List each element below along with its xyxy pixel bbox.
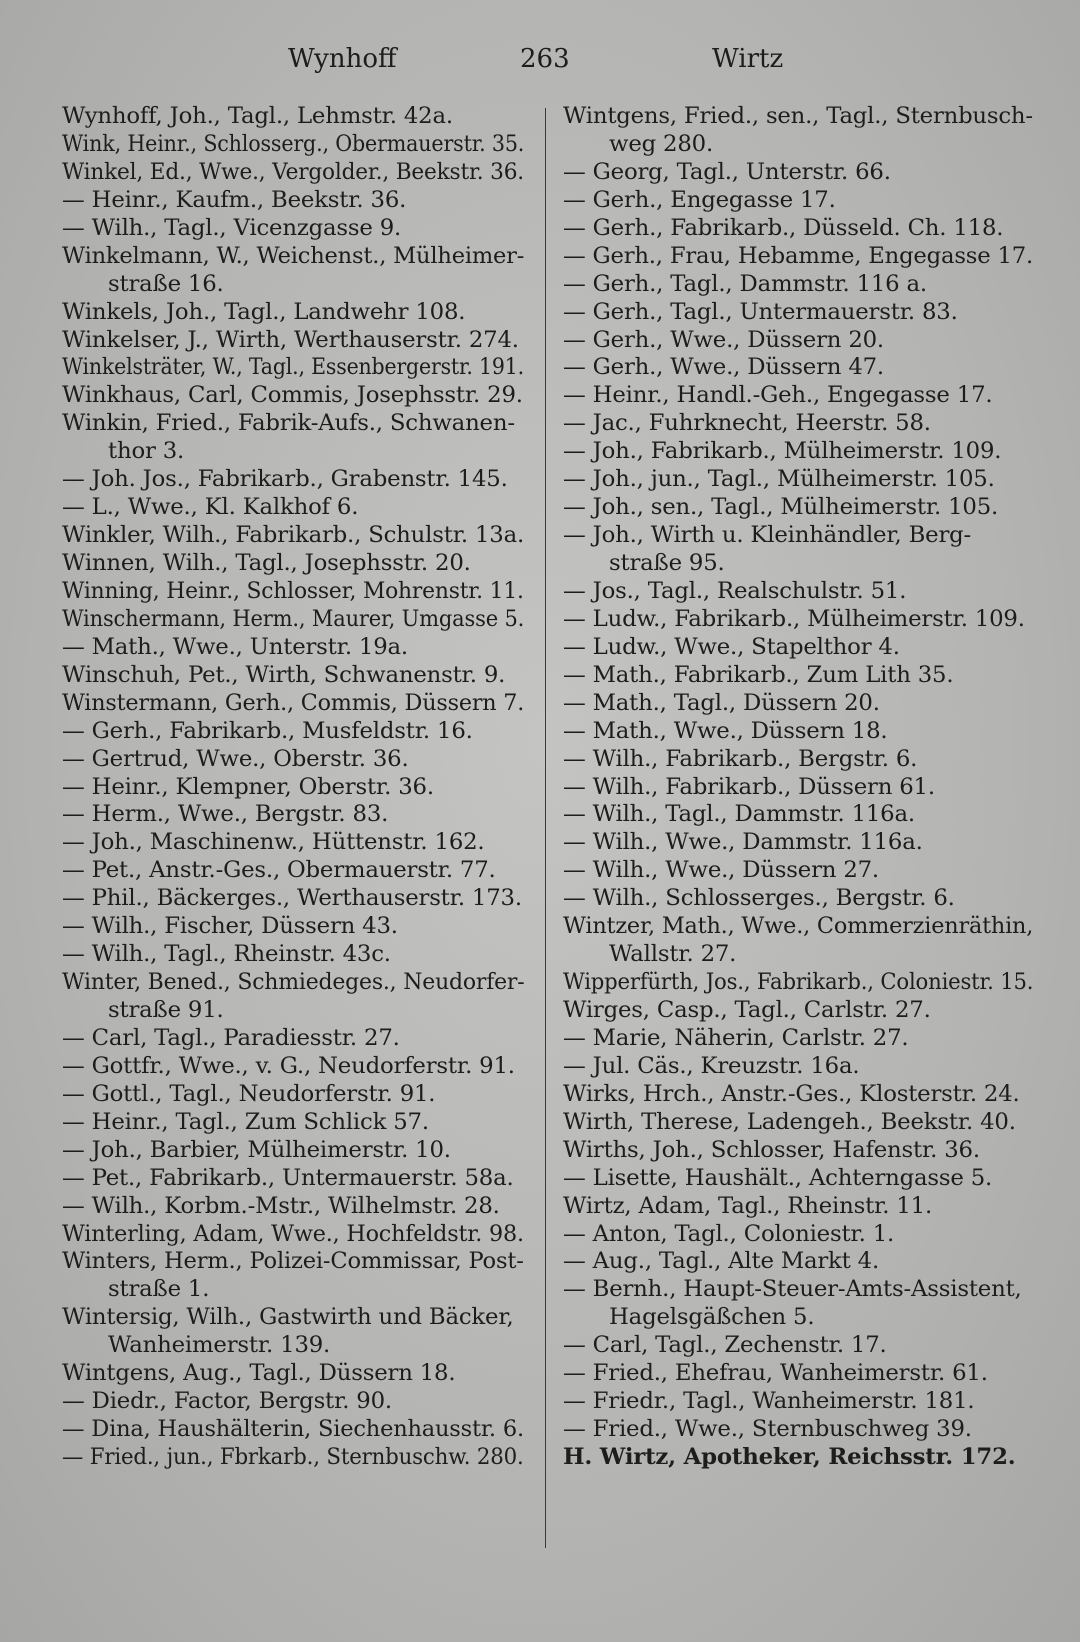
directory-entry: — Phil., Bäckerges., Werthauserstr. 173. (62, 885, 522, 912)
directory-entry: — Wilh., Tagl., Dammstr. 116a. (563, 801, 915, 828)
directory-entry: — Math., Fabrikarb., Zum Lith 35. (563, 661, 954, 688)
directory-entry: — Georg, Tagl., Unterstr. 66. (563, 158, 891, 185)
directory-entry: — Ludw., Wwe., Stapelthor 4. (563, 633, 900, 660)
directory-entry: — Heinr., Handl.-Geh., Engegasse 17. (563, 382, 993, 409)
directory-entry: — Math., Tagl., Düssern 20. (563, 689, 880, 716)
directory-entry: Winschuh, Pet., Wirth, Schwanenstr. 9. (62, 661, 506, 688)
directory-entry: — Dina, Haushälterin, Siechenhausstr. 6. (62, 1416, 524, 1443)
directory-entry: — Lisette, Haushält., Achterngasse 5. (563, 1164, 993, 1191)
directory-entry: Wirges, Casp., Tagl., Carlstr. 27. (563, 997, 931, 1023)
directory-entry: — Joh., Maschinenw., Hüttenstr. 162. (62, 829, 485, 856)
directory-entry: — Joh., sen., Tagl., Mülheimerstr. 105. (563, 494, 999, 521)
directory-entry: — Math., Wwe., Unterstr. 19a. (62, 633, 408, 660)
directory-entry: Winkler, Wilh., Fabrikarb., Schulstr. 13a. (62, 522, 525, 549)
directory-entry: Winkin, Fried., Fabrik-Aufs., Schwanen- (62, 410, 515, 437)
directory-entry: Winkelmann, W., Weichenst., Mülheimer- (62, 242, 525, 269)
directory-entry-continuation: Wallstr. 27. (609, 941, 737, 968)
directory-entry: — Wilh., Wwe., Dammstr. 116a. (563, 829, 923, 856)
directory-entry: — Jul. Cäs., Kreuzstr. 16a. (563, 1052, 860, 1079)
directory-entry: — Jos., Tagl., Realschulstr. 51. (563, 577, 907, 604)
directory-entry: Winstermann, Gerh., Commis, Düssern 7. (62, 689, 525, 716)
directory-entry: — Diedr., Factor, Bergstr. 90. (62, 1388, 392, 1415)
directory-entry: Wirths, Joh., Schlosser, Hafenstr. 36. (563, 1136, 980, 1163)
directory-entry: Wynhoff, Joh., Tagl., Lehmstr. 42a. (62, 103, 453, 129)
directory-entry: — Gerh., Frau, Hebamme, Engegasse 17. (563, 242, 1034, 269)
directory-entry: Winkelser, J., Wirth, Werthauserstr. 274. (62, 326, 519, 353)
directory-entry: — Joh., jun., Tagl., Mülheimerstr. 105. (563, 466, 995, 493)
directory-entry: — Gerh., Fabrikarb., Düsseld. Ch. 118. (563, 214, 1004, 241)
directory-entry: — Fried., jun., Fbrkarb., Sternbuschw. 280. (62, 1444, 524, 1470)
header-first-entry: Wynhoff (288, 44, 397, 74)
directory-entry: — Joh., Wirth u. Kleinhändler, Berg- (563, 522, 972, 549)
directory-entry: Winterling, Adam, Wwe., Hochfeldstr. 98. (62, 1220, 524, 1247)
directory-entry: — Fried., Wwe., Sternbuschweg 39. (563, 1416, 972, 1443)
directory-entry: Winkhaus, Carl, Commis, Josephsstr. 29. (62, 382, 523, 409)
directory-entry: — Gerh., Wwe., Düssern 47. (563, 354, 884, 381)
directory-entry: — L., Wwe., Kl. Kalkhof 6. (62, 494, 359, 521)
directory-entry: — Joh., Barbier, Mülheimerstr. 10. (62, 1136, 451, 1163)
directory-entry: Winters, Herm., Polizei-Commissar, Post- (62, 1248, 524, 1275)
directory-entry: — Gerh., Fabrikarb., Musfeldstr. 16. (62, 717, 473, 744)
directory-entry: — Gerh., Engegasse 17. (563, 186, 836, 213)
directory-entry: — Wilh., Fischer, Düssern 43. (62, 913, 398, 940)
directory-entry: — Wilh., Tagl., Rheinstr. 43c. (62, 941, 391, 968)
directory-entry: H. Wirtz, Apotheker, Reichsstr. 172. (563, 1444, 1016, 1470)
directory-entry: Wirtz, Adam, Tagl., Rheinstr. 11. (563, 1192, 933, 1219)
directory-entry-continuation: straße 91. (108, 997, 224, 1023)
directory-entry: Wintgens, Fried., sen., Tagl., Sternbusch- (563, 103, 1033, 129)
directory-entry: — Bernh., Haupt-Steuer-Amts-Assistent, (563, 1276, 1022, 1303)
directory-entry: Winkel, Ed., Wwe., Vergolder., Beekstr. 36. (62, 158, 524, 185)
directory-entry: — Fried., Ehefrau, Wanheimerstr. 61. (563, 1360, 988, 1387)
directory-entry-continuation: Hagelsgäßchen 5. (609, 1304, 815, 1331)
directory-entry: Wintzer, Math., Wwe., Commerzienräthin, (563, 913, 1034, 940)
directory-entry: — Wilh., Fabrikarb., Düssern 61. (563, 773, 935, 800)
directory-entry: Winnen, Wilh., Tagl., Josephsstr. 20. (62, 550, 471, 576)
directory-entry: — Wilh., Tagl., Vicenzgasse 9. (62, 214, 402, 241)
directory-entry: Wipperfürth, Jos., Fabrikarb., Coloniestr. 15. (563, 969, 1034, 996)
directory-entry: — Heinr., Klempner, Oberstr. 36. (62, 773, 434, 800)
column-divider (545, 108, 546, 1548)
directory-entry: — Herm., Wwe., Bergstr. 83. (62, 801, 389, 828)
directory-entry: Winschermann, Herm., Maurer, Umgasse 5. (62, 605, 525, 632)
directory-entry: — Pet., Fabrikarb., Untermauerstr. 58a. (62, 1164, 514, 1191)
directory-entry: — Joh. Jos., Fabrikarb., Grabenstr. 145. (62, 466, 508, 493)
right-column (563, 103, 1033, 1472)
directory-entry: Winning, Heinr., Schlosser, Mohrenstr. 11. (62, 577, 524, 604)
directory-entry: — Pet., Anstr.-Ges., Obermauerstr. 77. (62, 857, 496, 884)
directory-entry: — Wilh., Schlosserges., Bergstr. 6. (563, 885, 955, 912)
directory-entry-continuation: straße 16. (108, 270, 224, 297)
directory-entry: — Heinr., Tagl., Zum Schlick 57. (62, 1108, 429, 1135)
directory-entry-continuation: straße 1. (108, 1276, 210, 1303)
directory-entry: — Marie, Näherin, Carlstr. 27. (563, 1024, 909, 1051)
directory-entry: — Carl, Tagl., Zechenstr. 17. (563, 1332, 887, 1359)
directory-entry: — Gerh., Wwe., Düssern 20. (563, 326, 884, 353)
directory-entry: — Gottl., Tagl., Neudorferstr. 91. (62, 1080, 436, 1107)
directory-entry: — Carl, Tagl., Paradiesstr. 27. (62, 1024, 400, 1051)
directory-entry: — Wilh., Wwe., Düssern 27. (563, 857, 879, 884)
directory-entry-continuation: Wanheimerstr. 139. (108, 1332, 331, 1359)
directory-entry: Winkelsträter, W., Tagl., Essenbergerstr. 191. (62, 354, 524, 381)
directory-entry: — Gerh., Tagl., Untermauerstr. 83. (563, 298, 958, 325)
directory-entry: — Joh., Fabrikarb., Mülheimerstr. 109. (563, 438, 1002, 465)
directory-entry: — Jac., Fuhrknecht, Heerstr. 58. (563, 410, 931, 437)
header-last-entry: Wirtz (712, 44, 784, 74)
directory-entry: Wintgens, Aug., Tagl., Düssern 18. (62, 1360, 456, 1387)
directory-entry: — Gottfr., Wwe., v. G., Neudorferstr. 91. (62, 1052, 515, 1079)
directory-entry: Winkels, Joh., Tagl., Landwehr 108. (62, 298, 466, 325)
directory-entry: — Friedr., Tagl., Wanheimerstr. 181. (563, 1388, 975, 1415)
directory-entry: — Ludw., Fabrikarb., Mülheimerstr. 109. (563, 605, 1025, 632)
directory-entry: — Heinr., Kaufm., Beekstr. 36. (62, 186, 407, 213)
directory-entry: Wintersig, Wilh., Gastwirth und Bäcker, (62, 1304, 514, 1331)
directory-entry: Wirth, Therese, Ladengeh., Beekstr. 40. (563, 1108, 1016, 1135)
directory-entry: Wirks, Hrch., Anstr.-Ges., Klosterstr. 24. (563, 1080, 1020, 1107)
directory-entry: — Math., Wwe., Düssern 18. (563, 717, 888, 744)
directory-entry: — Anton, Tagl., Coloniestr. 1. (563, 1220, 895, 1247)
directory-entry: — Wilh., Fabrikarb., Bergstr. 6. (563, 745, 918, 772)
left-column (62, 103, 524, 1472)
directory-entry-continuation: thor 3. (108, 438, 185, 465)
directory-entry: — Aug., Tagl., Alte Markt 4. (563, 1248, 880, 1275)
directory-entry: — Wilh., Korbm.-Mstr., Wilhelmstr. 28. (62, 1192, 500, 1219)
directory-entry: — Gertrud, Wwe., Oberstr. 36. (62, 745, 409, 772)
directory-entry-continuation: weg 280. (609, 130, 714, 157)
directory-entry: — Gerh., Tagl., Dammstr. 116 a. (563, 270, 927, 297)
directory-entry: Wink, Heinr., Schlosserg., Obermauerstr. 35. (62, 130, 525, 157)
directory-entry-continuation: straße 95. (609, 550, 725, 576)
directory-entry: Winter, Bened., Schmiedeges., Neudorfer- (62, 969, 525, 996)
page-number: 263 (520, 44, 570, 74)
page-header (0, 40, 1080, 80)
